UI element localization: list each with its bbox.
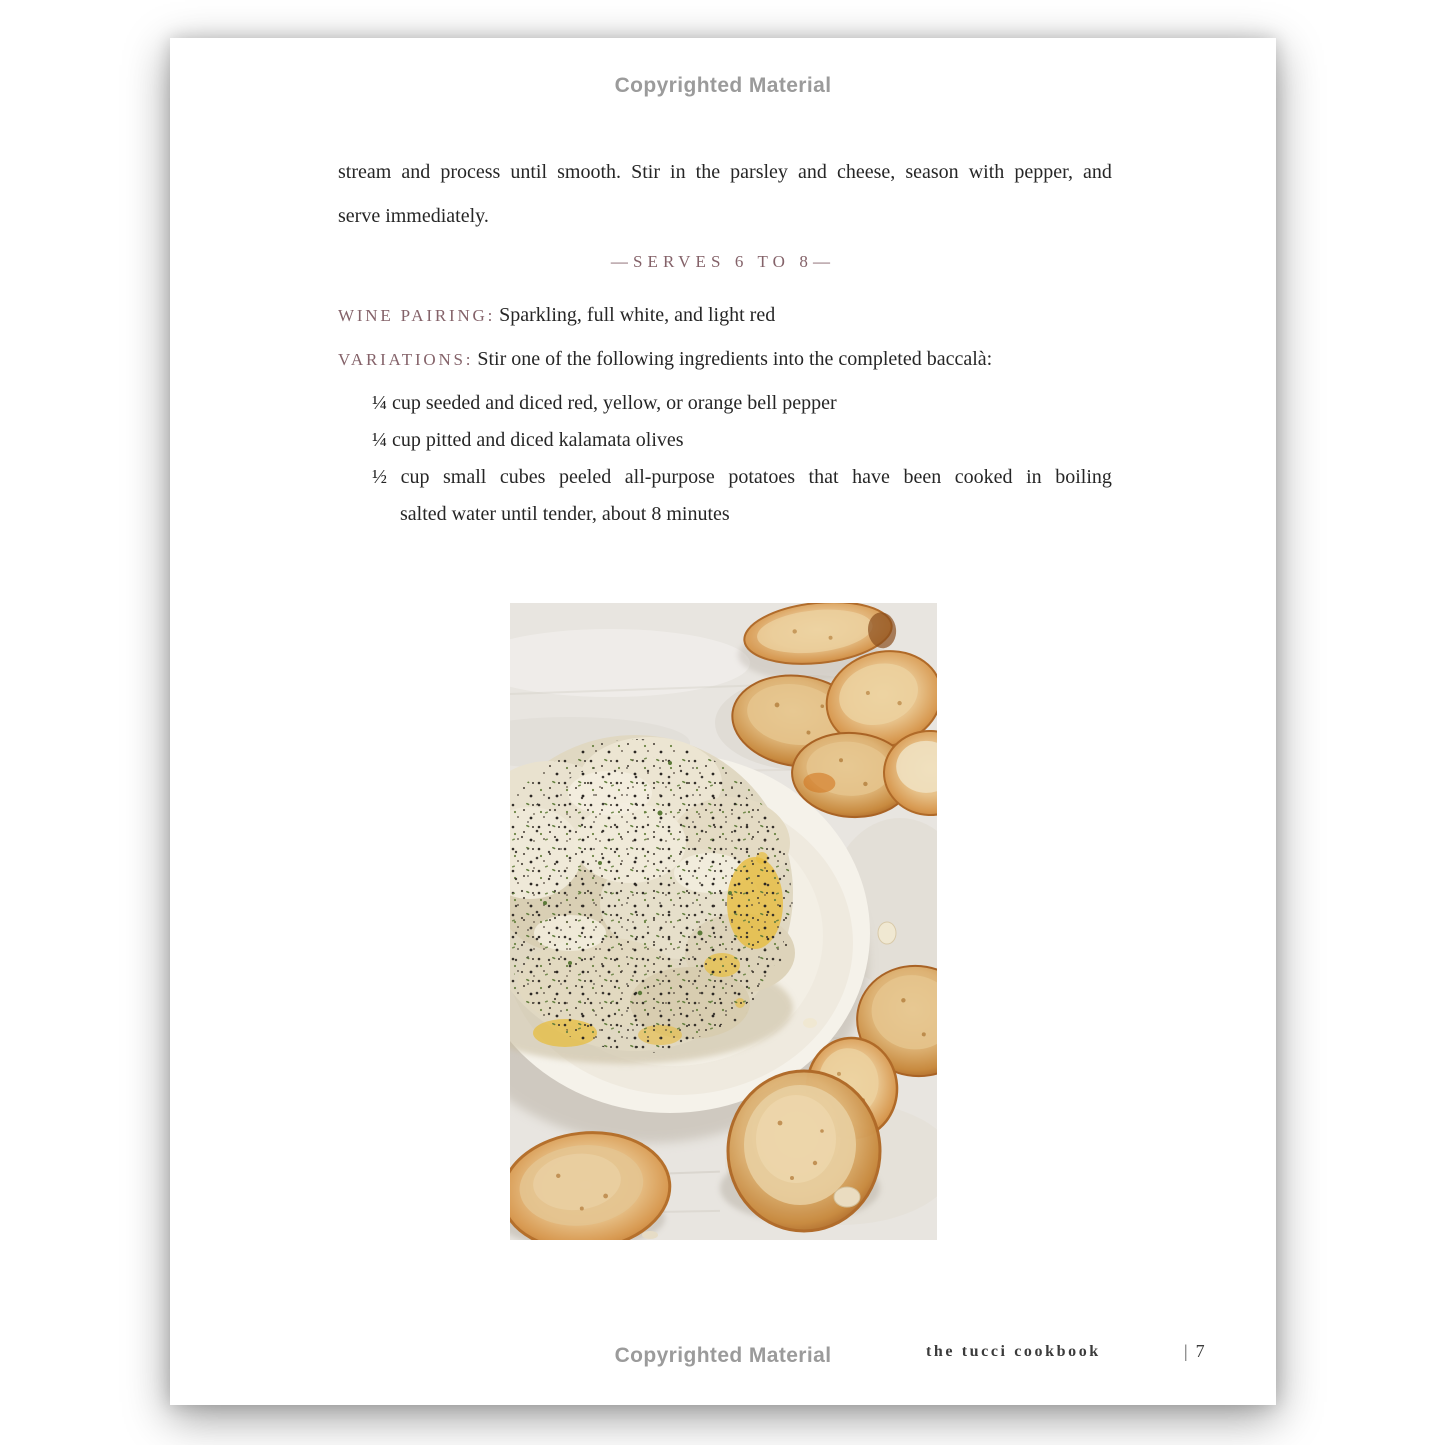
footer-book-title: the tucci cookbook xyxy=(926,1343,1101,1360)
header-copyright-notice: Copyrighted Material xyxy=(614,74,832,97)
recipe-photo xyxy=(510,603,937,1240)
list-item-continuation: salted water until tender, about 8 minutes xyxy=(400,503,730,525)
page-number: 7 xyxy=(1195,1341,1205,1361)
crostini-large-slice xyxy=(728,1071,880,1231)
list-item: ½ cup small cubes peeled all-purpose potatoes that have been cooked in boiling xyxy=(372,466,1112,488)
paragraph-line-1: stream and process until smooth. Stir in the parsley and cheese, season with pepper, and xyxy=(338,161,1112,183)
footer-page-number xyxy=(1184,1341,1205,1362)
body-paragraph xyxy=(338,150,1112,238)
variations-line xyxy=(338,344,1282,376)
variation-items xyxy=(372,385,1112,533)
list-item: ¼ cup seeded and diced red, yellow, or orange bell pepper xyxy=(372,392,837,414)
wine-pairing-line xyxy=(338,300,1282,332)
wine-pairing-label: WINE PAIRING: xyxy=(338,306,496,325)
variations-label: VARIATIONS: xyxy=(338,350,474,369)
page-number-divider: | xyxy=(1184,1341,1188,1361)
footer-copyright-notice: Copyrighted Material xyxy=(614,1344,832,1367)
serves-line: —SERVES 6 TO 8— xyxy=(610,252,836,271)
variations-intro: Stir one of the following ingredients into the completed baccalà: xyxy=(477,348,993,370)
book-page xyxy=(170,38,1276,1405)
paragraph-line-2: serve immediately. xyxy=(338,205,489,227)
wine-pairing-text: Sparkling, full white, and light red xyxy=(499,304,776,326)
list-item: ¼ cup pitted and diced kalamata olives xyxy=(372,429,684,451)
